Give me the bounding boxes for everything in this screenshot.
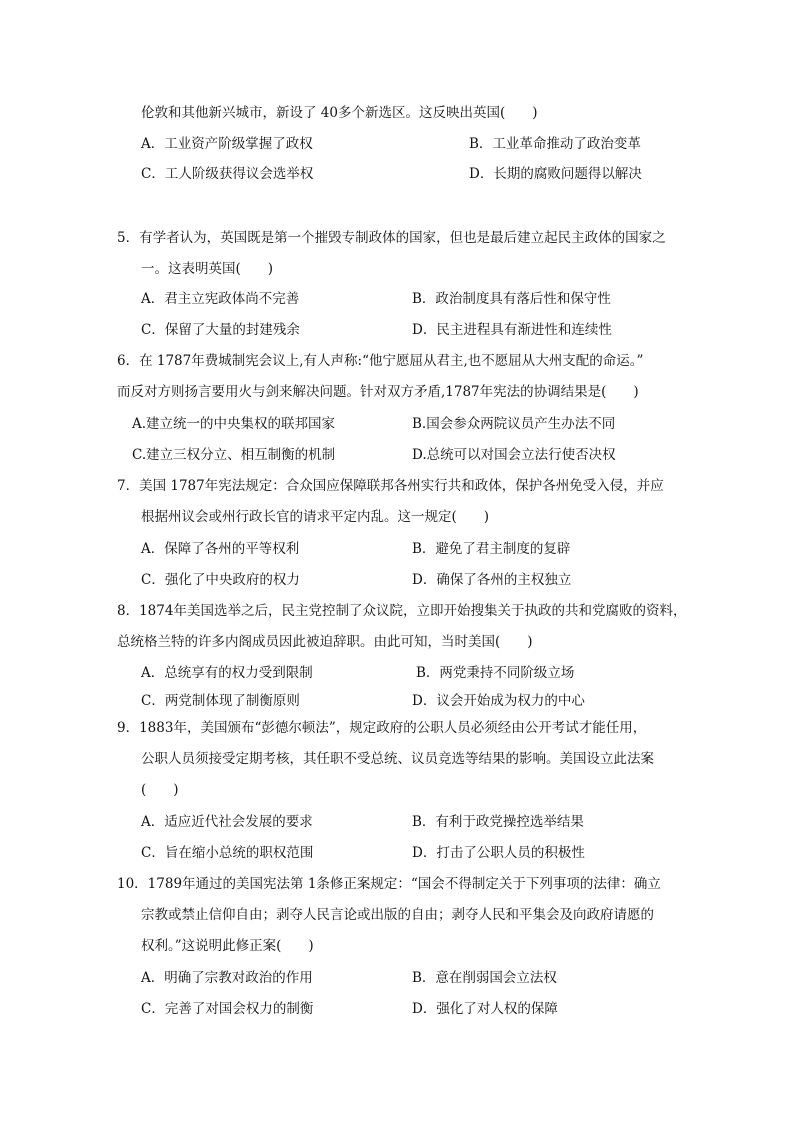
q9-stem-line1: 9．1883年，美国颁布“彭德尔顿法”，规定政府的公职人员必须经由公开考试才能任用，	[117, 720, 647, 736]
q7-option-c: C．强化了中央政府的权力	[141, 572, 300, 588]
q5-option-a: A．君主立宪政体尚不完善	[141, 291, 300, 307]
q10-option-d: D．强化了对人权的保障	[412, 1001, 558, 1017]
q9-stem-line3: ( )	[141, 782, 179, 798]
q10-option-b: B．意在削弱国会立法权	[412, 970, 557, 986]
q4-stem-continuation: 伦敦和其他新兴城市，新设了 40多个新选区。这反映出英国( )	[141, 105, 538, 121]
q7-option-a: A．保障了各州的平等权利	[141, 541, 300, 557]
q8-option-b: B．两党秉持不同阶级立场	[416, 665, 575, 681]
q7-stem-line2: 根据州议会或州行政长官的请求平定内乱。这一规定( )	[141, 509, 490, 525]
q4-option-a: A．工业资产阶级掌握了政权	[141, 136, 313, 152]
q10-stem-line1: 10．1789年通过的美国宪法第 1条修正案规定：“国会不得制定关于下列事项的法律：确立	[117, 876, 661, 892]
q5-option-b: B．政治制度具有落后性和保守性	[412, 291, 611, 307]
q6-stem-line2: 而反对方则扬言要用火与剑来解决问题。针对双方矛盾,1787年宪法的协调结果是( )	[117, 384, 639, 400]
q9-option-b: B．有利于政党操控选举结果	[412, 814, 584, 830]
q5-stem-line2: 一。这表明英国( )	[141, 261, 274, 277]
q4-option-c: C．工人阶级获得议会选举权	[141, 166, 314, 182]
q5-stem-line1: 5．有学者认为，英国既是第一个摧毁专制政体的国家，但也是最后建立起民主政体的国家之	[117, 230, 666, 246]
q6-option-b: B.国会参众两院议员产生办法不同	[412, 416, 616, 432]
q10-option-c: C．完善了对国会权力的制衡	[141, 1001, 314, 1017]
q8-option-a: A．总统享有的权力受到限制	[141, 665, 313, 681]
q8-stem-line2: 总统格兰特的许多内阁成员因此被迫辞职。由此可知，当时美国( )	[117, 634, 533, 650]
q10-stem-line2: 宗教或禁止信仰自由；剥夺人民言论或出版的自由；剥夺人民和平集会及向政府请愿的	[141, 907, 654, 923]
q10-stem-line3: 权利。”这说明此修正案( )	[141, 938, 314, 954]
q7-stem-line1: 7．美国 1787年宪法规定：合众国应保障联邦各州实行共和政体，保护各州免受入侵，并应	[117, 478, 664, 494]
q6-option-c: C.建立三权分立、相互制衡的机制	[132, 447, 336, 463]
q6-option-a: A.建立统一的中央集权的联邦国家	[132, 416, 336, 432]
q9-option-a: A．适应近代社会发展的要求	[141, 814, 313, 830]
q5-option-c: C．保留了大量的封建残余	[141, 322, 300, 338]
q10-option-a: A．明确了宗教对政治的作用	[141, 970, 313, 986]
q9-option-d: D．打击了公职人员的积极性	[412, 845, 585, 861]
q9-stem-line2: 公职人员须接受定期考核，其任职不受总统、议员竞选等结果的影响。美国设立此法案	[141, 751, 654, 767]
q4-option-b: B．工业革命推动了政治变革	[469, 136, 641, 152]
q9-option-c: C．旨在缩小总统的职权范围	[141, 845, 314, 861]
q8-option-c: C．两党制体现了制衡原则	[141, 693, 300, 709]
q8-option-d: D．议会开始成为权力的中心	[412, 693, 585, 709]
q5-option-d: D．民主进程具有渐进性和连续性	[412, 322, 612, 338]
q7-option-b: B．避免了君主制度的复辟	[412, 541, 571, 557]
q8-stem-line1: 8．1874年美国选举之后，民主党控制了众议院，立即开始搜集关于执政的共和党腐败的资料，	[117, 603, 687, 619]
q6-option-d: D.总统可以对国会立法行使否决权	[412, 447, 616, 463]
q6-stem-line1: 6．在 1787年费城制宪会议上,有人声称:“他宁愿屈从君主,也不愿屈从大州支配的命运。”	[117, 353, 644, 369]
q7-option-d: D．确保了各州的主权独立	[412, 572, 572, 588]
q4-option-d: D．长期的腐败问题得以解决	[469, 166, 642, 182]
